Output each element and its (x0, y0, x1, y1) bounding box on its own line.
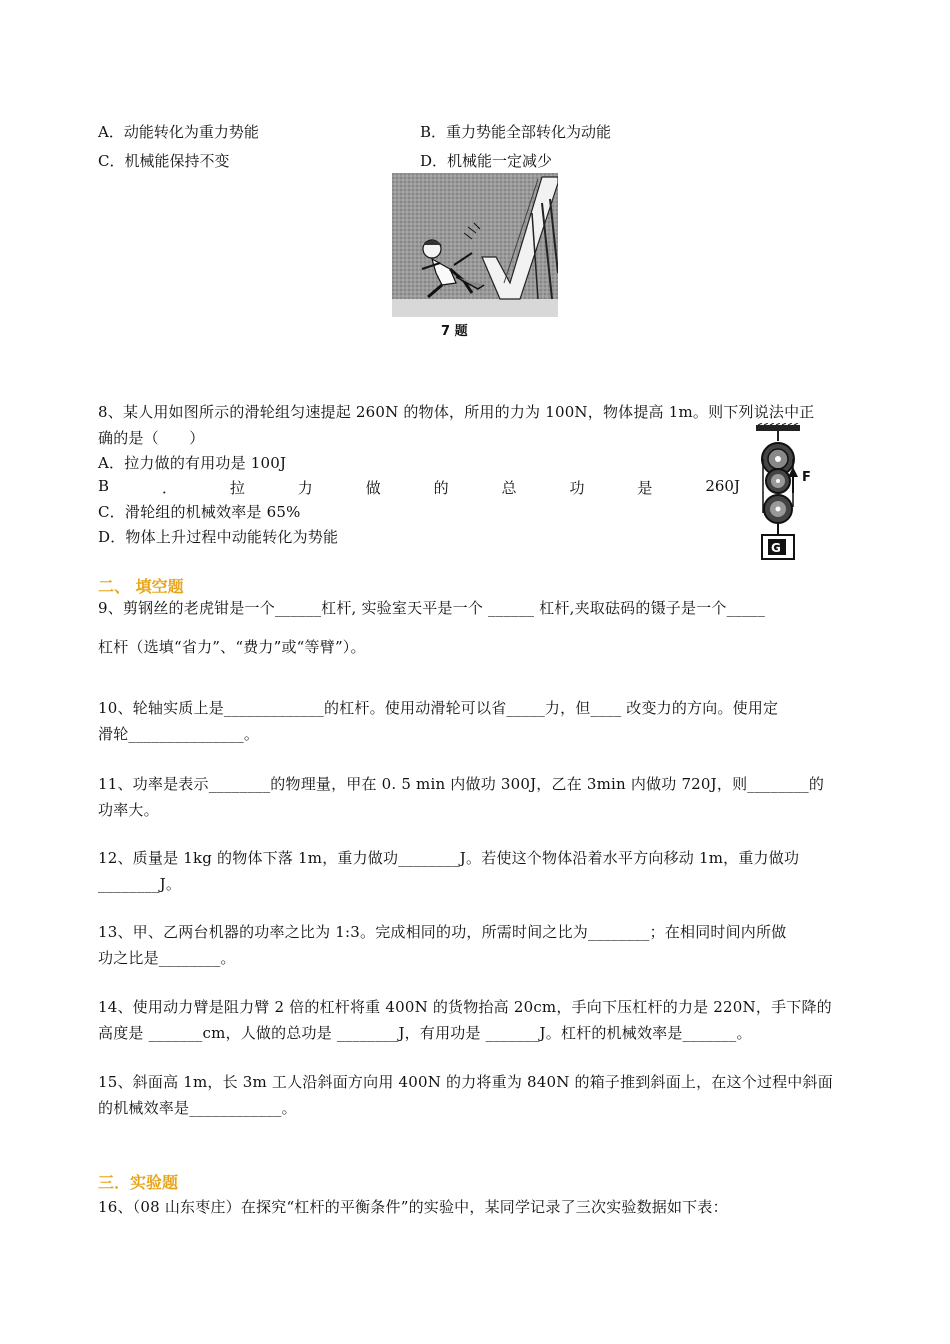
section-3-heading: 三．实验题 (98, 1173, 179, 1192)
q9-line1: 9、剪钢丝的老虎钳是一个______杠杆, 实验室天平是一个 ______ 杠杆,夹取砝码的镊子是一个_____ (98, 599, 766, 617)
pulley-force-label: F (802, 470, 811, 485)
q8-option-a: A．拉力做的有用功是 100J (98, 454, 287, 472)
q10-line1: 10、轮轴实质上是_____________的杠杆。使用动滑轮可以省_____力，但____ 改变力的方向。使用定 (98, 699, 779, 717)
q7-option-b: B．重力势能全部转化为动能 (420, 123, 612, 141)
q13-line2: 功之比是________。 (98, 949, 236, 967)
q13-line1: 13、甲、乙两台机器的功率之比为 1:3。完成相同的功，所需时间之比为________；在相同时间内所做 (98, 923, 787, 941)
q8-option-b-part: B (98, 477, 110, 495)
q16-line1: 16、（08 山东枣庄）在探究“杠杆的平衡条件”的实验中，某同学记录了三次实验数据如下表： (98, 1198, 728, 1216)
q8-option-b-part: 是 (637, 479, 653, 497)
q8-stem-line2: 确的是（ ） (98, 429, 205, 447)
q14-line2: 高度是 _______cm，人做的总功是 ________J，有用功是 _______J。杠杆的机械效率是_______。 (98, 1024, 752, 1042)
q11-line2: 功率大。 (98, 801, 159, 819)
section-2-heading: 二、 填空题 (98, 577, 184, 596)
q9-line2: 杠杆（选填“省力”、“费力”或“等臂”）。 (98, 638, 366, 656)
q15-line2: 的机械效率是____________。 (98, 1099, 297, 1117)
pulley-weight-label: G (771, 541, 781, 555)
q8-option-b-part: 力 (297, 479, 313, 497)
q8-stem-line1: 8、某人用如图所示的滑轮组匀速提起 260N 的物体，所用的力为 100N，物体提高 1m。则下列说法中正 (98, 403, 815, 421)
q8-option-b-part: 260J (705, 477, 740, 495)
pulley-diagram (752, 423, 824, 563)
q7-option-c: C．机械能保持不变 (98, 152, 230, 170)
q8-option-b-part: 的 (433, 479, 449, 497)
q8-option-b-part: 功 (569, 479, 585, 497)
q8-option-c: C．滑轮组的机械效率是 65% (98, 503, 301, 521)
q8-option-d: D．物体上升过程中动能转化为势能 (98, 528, 339, 546)
q12-line2: ________J。 (98, 875, 182, 893)
q8-option-b-part: 做 (365, 479, 381, 497)
q15-line1: 15、斜面高 1m，长 3m 工人沿斜面方向用 400N 的力将重为 840N 的箱子推到斜面上，在这个过程中斜面 (98, 1073, 833, 1091)
q8-option-b-part: 拉 (229, 479, 245, 497)
q8-option-b-part: ． (161, 479, 177, 497)
q10-line2: 滑轮_______________。 (98, 725, 260, 743)
q11-line1: 11、功率是表示________的物理量，甲在 0. 5 min 内做功 300J，乙在 3min 内做功 720J，则________的 (98, 775, 825, 793)
q8-option-b (98, 477, 740, 498)
q7-figure-caption: 7 题 (441, 324, 468, 339)
slide-illustration (392, 173, 558, 317)
q7-option-d: D．机械能一定减少 (420, 152, 553, 170)
q14-line1: 14、使用动力臂是阻力臂 2 倍的杠杆将重 400N 的货物抬高 20cm，手向下压杠杆的力是 220N，手下降的 (98, 998, 832, 1016)
q7-option-a: A．动能转化为重力势能 (98, 123, 259, 141)
q12-line1: 12、质量是 1kg 的物体下落 1m，重力做功________J。若使这个物体沿着水平方向移动 1m，重力做功 (98, 849, 800, 867)
q8-option-b-part: 总 (501, 479, 517, 497)
